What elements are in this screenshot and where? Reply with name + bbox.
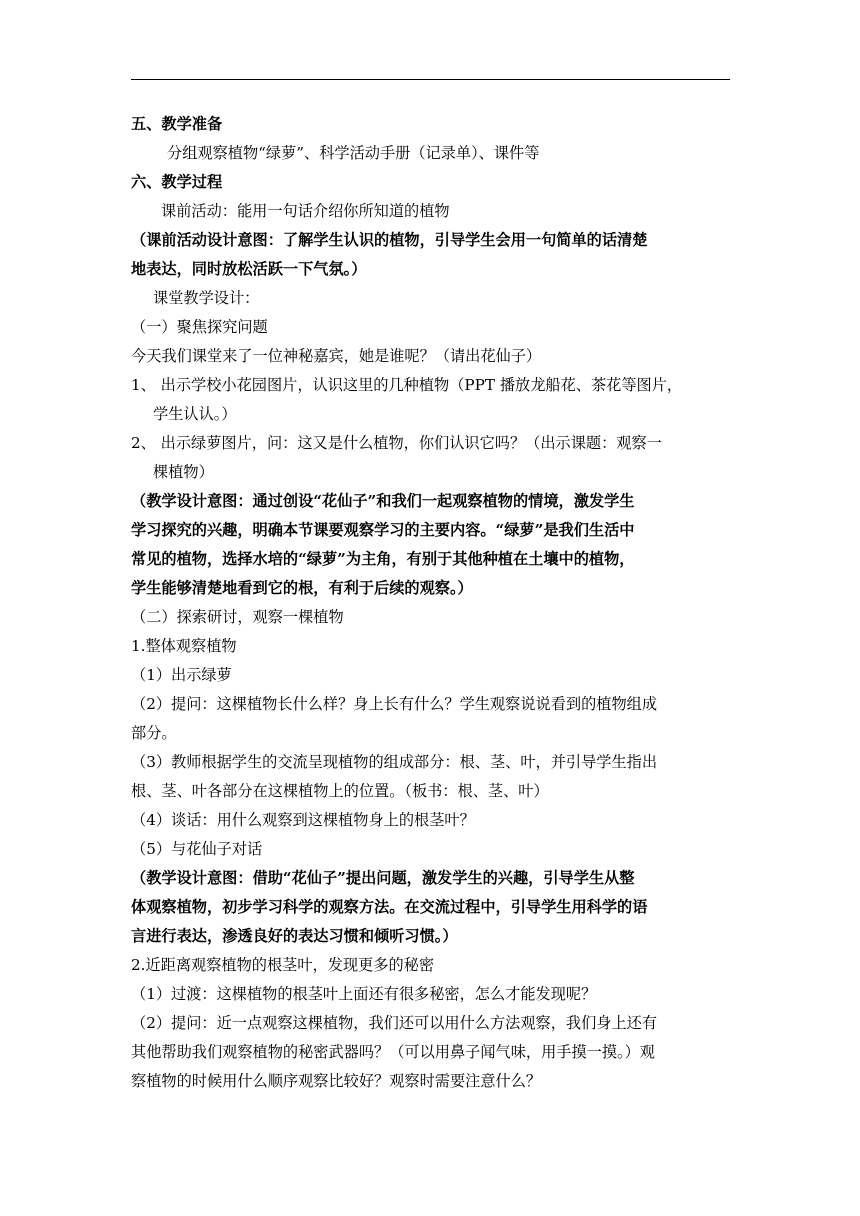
bold-paragraph-line: 地表达，同时放松活跃一下气氛。）	[131, 260, 367, 278]
document-body	[131, 110, 741, 1096]
bold-paragraph-line: 学生能够清楚地看到它的根，有利于后续的观察。）	[131, 579, 473, 597]
paragraph-line: （5）与花仙子对话	[131, 840, 263, 858]
paragraph-line: 1.整体观察植物	[131, 637, 237, 655]
paragraph-line: （2）提问：近一点观察这棵植物，我们还可以用什么方法观察，我们身上还有	[131, 1014, 658, 1032]
paragraph-line: （3）教师根据学生的交流呈现植物的组成部分：根、茎、叶，并引导学生指出	[131, 753, 658, 771]
bold-paragraph-line: 常见的植物，选择水培的“绿萝”为主角，有别于其他种植在土壤中的植物，	[131, 550, 635, 568]
paragraph-line: 2、 出示绿萝图片，问：这又是什么植物，你们认识它吗？（出示课题：观察一	[131, 434, 662, 452]
bold-paragraph-line: 五、教学准备	[131, 115, 223, 133]
paragraph-line: 课堂教学设计：	[153, 289, 260, 307]
bold-paragraph-line: 体观察植物，初步学习科学的观察方法。在交流过程中，引导学生用科学的语	[131, 898, 648, 916]
paragraph-line: （1）出示绿萝	[131, 666, 232, 684]
paragraph-line: （二）探索研讨，观察一棵植物	[131, 608, 344, 626]
bold-paragraph-line: （教学设计意图：通过创设“花仙子”和我们一起观察植物的情境，激发学生	[131, 492, 635, 510]
header-rule	[131, 79, 730, 80]
paragraph-line: 分组观察植物“绿萝”、科学活动手册（记录单）、课件等	[167, 144, 540, 162]
bold-paragraph-line: 学习探究的兴趣，明确本节课要观察学习的主要内容。“绿萝”是我们生活中	[131, 521, 635, 539]
paragraph-line: 根、茎、叶各部分在这棵植物上的位置。（板书：根、茎、叶）	[131, 782, 549, 800]
paragraph-line: （4）谈话：用什么观察到这棵植物身上的根茎叶？	[131, 811, 475, 829]
paragraph-line: （2）提问：这棵植物长什么样？身上长有什么？学生观察说说看到的植物组成	[131, 695, 658, 713]
paragraph-line: 部分。	[131, 724, 177, 742]
paragraph-line: 棵植物）	[153, 463, 214, 481]
paragraph-line: 今天我们课堂来了一位神秘嘉宾，她是谁呢？（请出花仙子）	[131, 347, 542, 365]
paragraph-line: 1、 出示学校小花园图片，认识这里的几种植物（PPT 播放龙船花、茶花等图片，	[131, 376, 683, 394]
paragraph-line: 2.近距离观察植物的根茎叶，发现更多的秘密	[131, 956, 435, 974]
bold-paragraph-line: （课前活动设计意图：了解学生认识的植物，引导学生会用一句简单的话清楚	[131, 231, 648, 249]
paragraph-line: 学生认认。）	[153, 405, 237, 423]
paragraph-line: 察植物的时候用什么顺序观察比较好？观察时需要注意什么？	[131, 1072, 542, 1090]
paragraph-line: 其他帮助我们观察植物的秘密武器吗？（可以用鼻子闻气味，用手摸一摸。）观	[131, 1043, 655, 1061]
paragraph-line: （1）过渡：这棵植物的根茎叶上面还有很多秘密，怎么才能发现呢？	[131, 985, 597, 1003]
bold-paragraph-line: 六、教学过程	[131, 173, 223, 191]
bold-paragraph-line: 言进行表达，渗透良好的表达习惯和倾听习惯。）	[131, 927, 458, 945]
paragraph-line: （一）聚焦探究问题	[131, 318, 268, 336]
bold-paragraph-line: （教学设计意图：借助“花仙子”提出问题，激发学生的兴趣，引导学生从整	[131, 869, 635, 887]
paragraph-line: 课前活动：能用一句话介绍你所知道的植物	[161, 202, 450, 220]
